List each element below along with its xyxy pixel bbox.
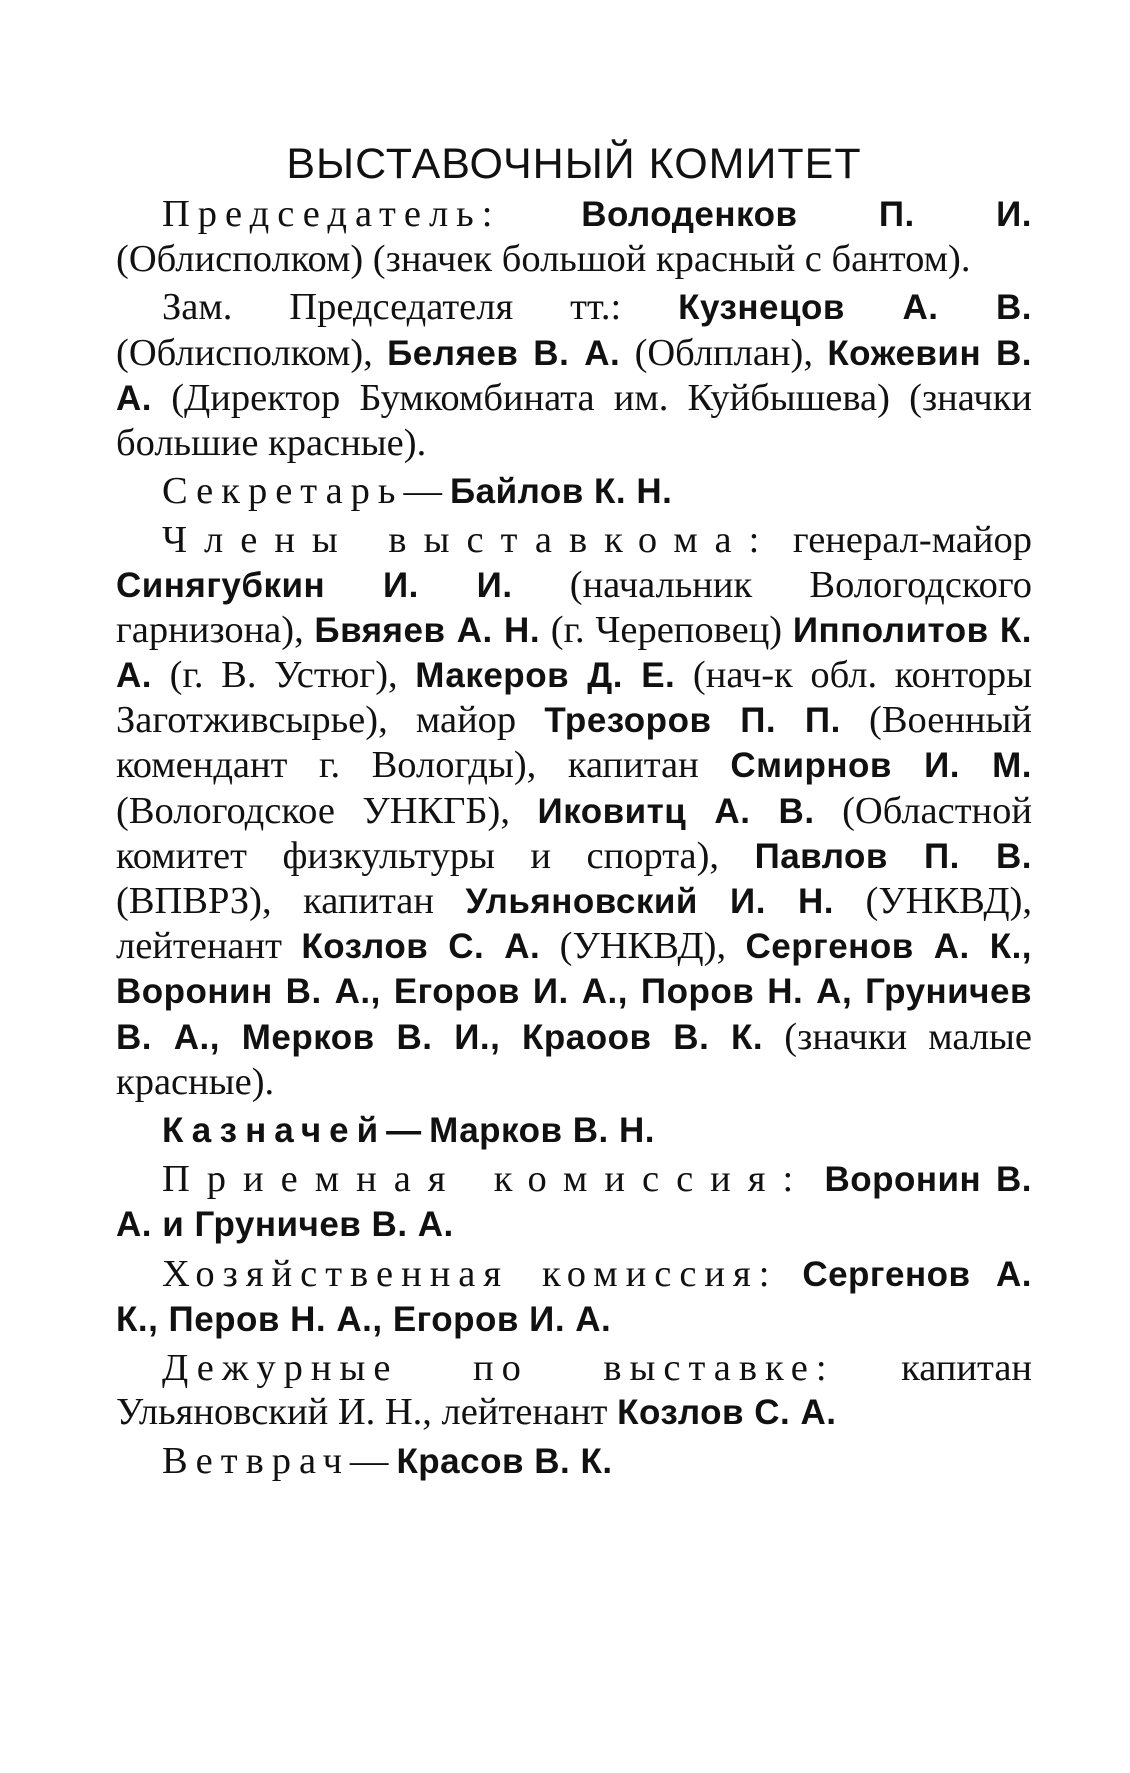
- secretary-name: Байлов К. Н.: [449, 472, 673, 512]
- page-title: ВЫСТАВОЧНЫЙ КОМИТЕТ: [286, 140, 862, 188]
- deputies-paragraph: [116, 285, 1032, 465]
- member-text-4: (нач-к обл. конторы Заготживсырье), майор: [116, 654, 1033, 742]
- secretary-paragraph: [116, 469, 1032, 514]
- members-paragraph: [116, 518, 1032, 1104]
- member-name-9: Ульяновский И. Н.: [465, 882, 835, 922]
- member-text-8: (ВПВРЗ), капитан: [116, 880, 434, 923]
- household-members: Сергенов А. К., Перов Н. А., Егоров И. А.: [116, 1254, 1032, 1339]
- vet-paragraph: [116, 1439, 1032, 1484]
- page-content: [116, 138, 1032, 1489]
- treasurer-name: Марков В. Н.: [429, 1111, 655, 1151]
- deputy-name-2: Беляев В. А.: [387, 333, 621, 373]
- chairman-label: Председатель:: [162, 193, 501, 235]
- reception-paragraph: [116, 1157, 1032, 1247]
- member-text-5: (Военный комендант г. Вологды), капитан: [116, 699, 1033, 787]
- member-name-4: Макеров Д. Е.: [415, 656, 676, 696]
- member-name-5: Трезоров П. П.: [544, 701, 841, 741]
- member-name-7: Иковитц А. В.: [537, 791, 815, 831]
- reception-members: Воронин В. А. и Груничев В. А.: [116, 1160, 1032, 1245]
- member-name-2: Бвяяев А. Н.: [314, 610, 541, 650]
- member-text-11: (значки малые красные).: [116, 1015, 1032, 1103]
- member-name-3: Ипполитов К. А.: [116, 610, 1032, 696]
- duty-text: капитан Ульяновский И. Н., лейтенант: [116, 1347, 1033, 1434]
- deputy-org-2: (Облплан),: [634, 331, 813, 374]
- chairman-name: Володенков П. И.: [581, 195, 1032, 234]
- deputy-org-3: (Директор Бумкомбината им. Куйбышева) (значки большие красные).: [116, 376, 1033, 465]
- member-name-11: Сергенов А. К., Воронин В. А., Егоров И. А., Поров Н. А, Груничев В. А., Мерков В. И., Краоов В. К.: [116, 927, 1033, 1057]
- member-text-3: (г. В. Устюг),: [169, 654, 398, 697]
- secretary-label: Секретарь—: [162, 470, 450, 513]
- reception-label: Приемная комиссия:: [162, 1158, 811, 1201]
- member-name-1: Синягубкин И. И.: [116, 565, 513, 605]
- member-name-10: Козлов С. А.: [301, 927, 541, 967]
- vet-label: Ветврач—: [162, 1440, 397, 1483]
- member-text-0: генерал-майор: [792, 519, 1032, 562]
- duty-name: Козлов С. А.: [617, 1393, 837, 1433]
- deputy-org-1: (Облисполком),: [116, 331, 373, 374]
- household-label: Хозяйственная комиссия:: [162, 1252, 778, 1295]
- household-paragraph: [116, 1252, 1032, 1342]
- member-text-7: (Областной комитет физкультуры и спорта),: [116, 789, 1033, 877]
- member-text-10: (УНКВД),: [559, 925, 727, 968]
- members-label: Члены выставкома:: [162, 519, 777, 562]
- deputy-name-1: Кузнецов А. В.: [678, 288, 1032, 328]
- member-text-1: (начальник Вологодского гарнизона),: [116, 563, 1033, 651]
- duty-paragraph: [116, 1346, 1032, 1435]
- member-text-6: (Вологодское УНКГБ),: [116, 789, 510, 832]
- chairman-paragraph: [116, 192, 1032, 281]
- treasurer-paragraph: [116, 1108, 1032, 1153]
- duty-label: Дежурные по выставке:: [162, 1347, 835, 1390]
- member-text-9: (УНКВД), лейтенант: [116, 880, 1033, 968]
- member-name-8: Павлов П. В.: [754, 836, 1032, 876]
- member-name-6: Смирнов И. М.: [730, 746, 1032, 786]
- vet-name: Красов В. К.: [396, 1442, 613, 1482]
- deputy-name-3: Кожевин В. А.: [116, 333, 1033, 418]
- member-text-2: (г. Череповец): [550, 608, 783, 651]
- chairman-details: (Облисполком) (значек большой красный с бантом).: [116, 238, 971, 281]
- deputies-label: Зам. Председателя тт.:: [162, 286, 622, 329]
- treasurer-label: Казначей—: [162, 1111, 430, 1151]
